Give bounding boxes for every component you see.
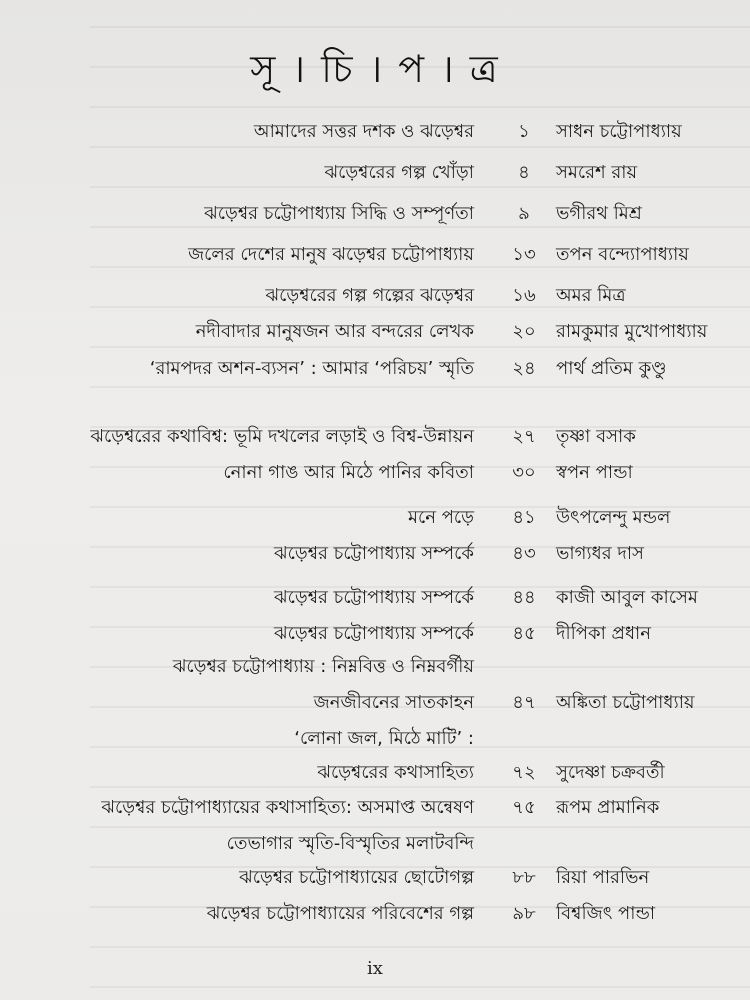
entry-page: ৪৭ bbox=[512, 692, 536, 713]
entry-author: তপন বন্দ্যোপাধ্যায় bbox=[556, 244, 689, 265]
entry-title: নোনা গাঙ আর মিঠে পানির কবিতা bbox=[223, 462, 474, 483]
entry-title: জলের দেশের মানুষ ঝড়েশ্বর চট্টোপাধ্যায় bbox=[188, 244, 474, 265]
entry-title: ঝড়েশ্বরের গল্প খোঁড়া bbox=[324, 162, 474, 183]
entry-author: সুদেষ্ণা চক্রবর্তী bbox=[556, 762, 665, 783]
entry-author: উৎপলেন্দু মন্ডল bbox=[556, 507, 671, 528]
entry-author: সাধন চট্টোপাধ্যায় bbox=[556, 121, 682, 142]
toc-row bbox=[0, 351, 750, 387]
toc-row bbox=[0, 196, 750, 232]
entry-title: ‘রামপদর অশন-ব্যসন’ : আমার ‘পরিচয়’ স্মৃতি bbox=[149, 358, 474, 379]
entry-page: ১৩ bbox=[512, 244, 536, 265]
entry-page: ৪ bbox=[518, 162, 530, 183]
entry-author: দীপিকা প্রধান bbox=[556, 623, 651, 644]
entry-author: অমর মিত্র bbox=[556, 285, 626, 306]
entry-page: ৪৫ bbox=[512, 623, 536, 644]
toc-row bbox=[0, 721, 750, 757]
entry-author: ভাগ্যধর দাস bbox=[556, 543, 644, 564]
toc-row bbox=[0, 580, 750, 616]
toc-row bbox=[0, 237, 750, 273]
toc-row bbox=[0, 790, 750, 826]
entry-author: ভগীরথ মিশ্র bbox=[556, 203, 642, 224]
entry-title: ঝড়েশ্বর চট্টোপাধ্যায় : নিম্নবিত্ত ও নিম্নবর্গীয় bbox=[172, 656, 474, 677]
entry-title: ঝড়েশ্বর চট্টোপাধ্যায়ের ছোটোগল্প bbox=[239, 867, 474, 888]
entry-title: তেভাগার স্মৃতি-বিস্মৃতির মলাটবন্দি bbox=[226, 833, 474, 854]
entry-author: বিশ্বজিৎ পান্ডা bbox=[556, 903, 656, 924]
entry-page: ৪১ bbox=[512, 507, 536, 528]
entry-author: স্বপন পান্ডা bbox=[556, 462, 633, 483]
entry-title: মনে পড়ে bbox=[408, 507, 474, 528]
entry-title: জনজীবনের সাতকাহন bbox=[313, 692, 474, 713]
entry-page: ৯ bbox=[518, 203, 530, 224]
entry-author: তৃষ্ণা বসাক bbox=[556, 426, 636, 447]
entry-author: সমরেশ রায় bbox=[556, 162, 638, 183]
toc-row bbox=[0, 755, 750, 791]
entry-author: কাজী আবুল কাসেম bbox=[556, 587, 698, 608]
toc-row bbox=[0, 278, 750, 314]
toc-row bbox=[0, 500, 750, 536]
toc-row bbox=[0, 685, 750, 721]
entry-page: ৭২ bbox=[512, 762, 536, 783]
entry-title: নদীবাদার মানুষজন আর বন্দরের লেখক bbox=[195, 321, 474, 342]
toc-row bbox=[0, 860, 750, 896]
toc-row bbox=[0, 649, 750, 685]
entry-title: ঝড়েশ্বর চট্টোপাধ্যায় সম্পর্কে bbox=[274, 623, 474, 644]
entry-author: রূপম প্রামানিক bbox=[556, 797, 660, 818]
entry-author: রামকুমার মুখোপাধ্যায় bbox=[556, 321, 708, 342]
entry-title: ঝড়েশ্বরের কথাবিশ্ব: ভূমি দখলের লড়াই ও বিশ্ব-উন্নায়ন bbox=[90, 426, 474, 447]
entry-page: ১৬ bbox=[512, 285, 536, 306]
toc-row bbox=[0, 826, 750, 862]
entry-page: ৭৫ bbox=[512, 797, 536, 818]
entry-page: ৩০ bbox=[512, 462, 536, 483]
toc-row bbox=[0, 314, 750, 350]
page-number: ix bbox=[367, 958, 383, 979]
entry-page: ২৭ bbox=[512, 426, 536, 447]
entry-page: ২৪ bbox=[512, 358, 536, 379]
entry-title: ঝড়েশ্বর চট্টোপাধ্যায় সম্পর্কে bbox=[274, 543, 474, 564]
toc-row bbox=[0, 419, 750, 455]
entry-author: অঙ্কিতা চট্টোপাধ্যায় bbox=[556, 692, 695, 713]
entry-page: ৮৮ bbox=[512, 867, 536, 888]
entry-title: ঝড়েশ্বর চট্টোপাধ্যায়ের কথাসাহিত্য: অসমাপ্ত অন্বেষণ bbox=[101, 797, 474, 818]
page-title: সূ । চি । প । ত্র bbox=[250, 47, 500, 91]
toc-row bbox=[0, 616, 750, 652]
entry-title: ঝড়েশ্বর চট্টোপাধ্যায়ের পরিবেশের গল্প bbox=[206, 903, 474, 924]
toc-row bbox=[0, 455, 750, 491]
entry-title: আমাদের সত্তর দশক ও ঝড়েশ্বর bbox=[253, 121, 474, 142]
toc-row bbox=[0, 155, 750, 191]
entry-title: ঝড়েশ্বর চট্টোপাধ্যায় সিদ্ধি ও সম্পূর্ণতা bbox=[204, 203, 474, 224]
toc-row bbox=[0, 896, 750, 932]
entry-title: ঝড়েশ্বরের কথাসাহিত্য bbox=[317, 762, 474, 783]
entry-page: ২০ bbox=[512, 321, 536, 342]
toc-row bbox=[0, 536, 750, 572]
entry-title: ‘লোনা জল, মিঠে মাটি’ : bbox=[294, 728, 474, 749]
entry-author: রিয়া পারভিন bbox=[556, 867, 650, 888]
entry-page: ১ bbox=[518, 121, 530, 142]
entry-page: ৪৩ bbox=[512, 543, 536, 564]
entry-author: পার্থ প্রতিম কুণ্ডু bbox=[556, 358, 667, 379]
entry-title: ঝড়েশ্বরের গল্প গল্পের ঝড়েশ্বর bbox=[265, 285, 474, 306]
entry-page: ৯৮ bbox=[512, 903, 536, 924]
entry-page: ৪৪ bbox=[512, 587, 536, 608]
entry-title: ঝড়েশ্বর চট্টোপাধ্যায় সম্পর্কে bbox=[274, 587, 474, 608]
toc-row bbox=[0, 114, 750, 150]
